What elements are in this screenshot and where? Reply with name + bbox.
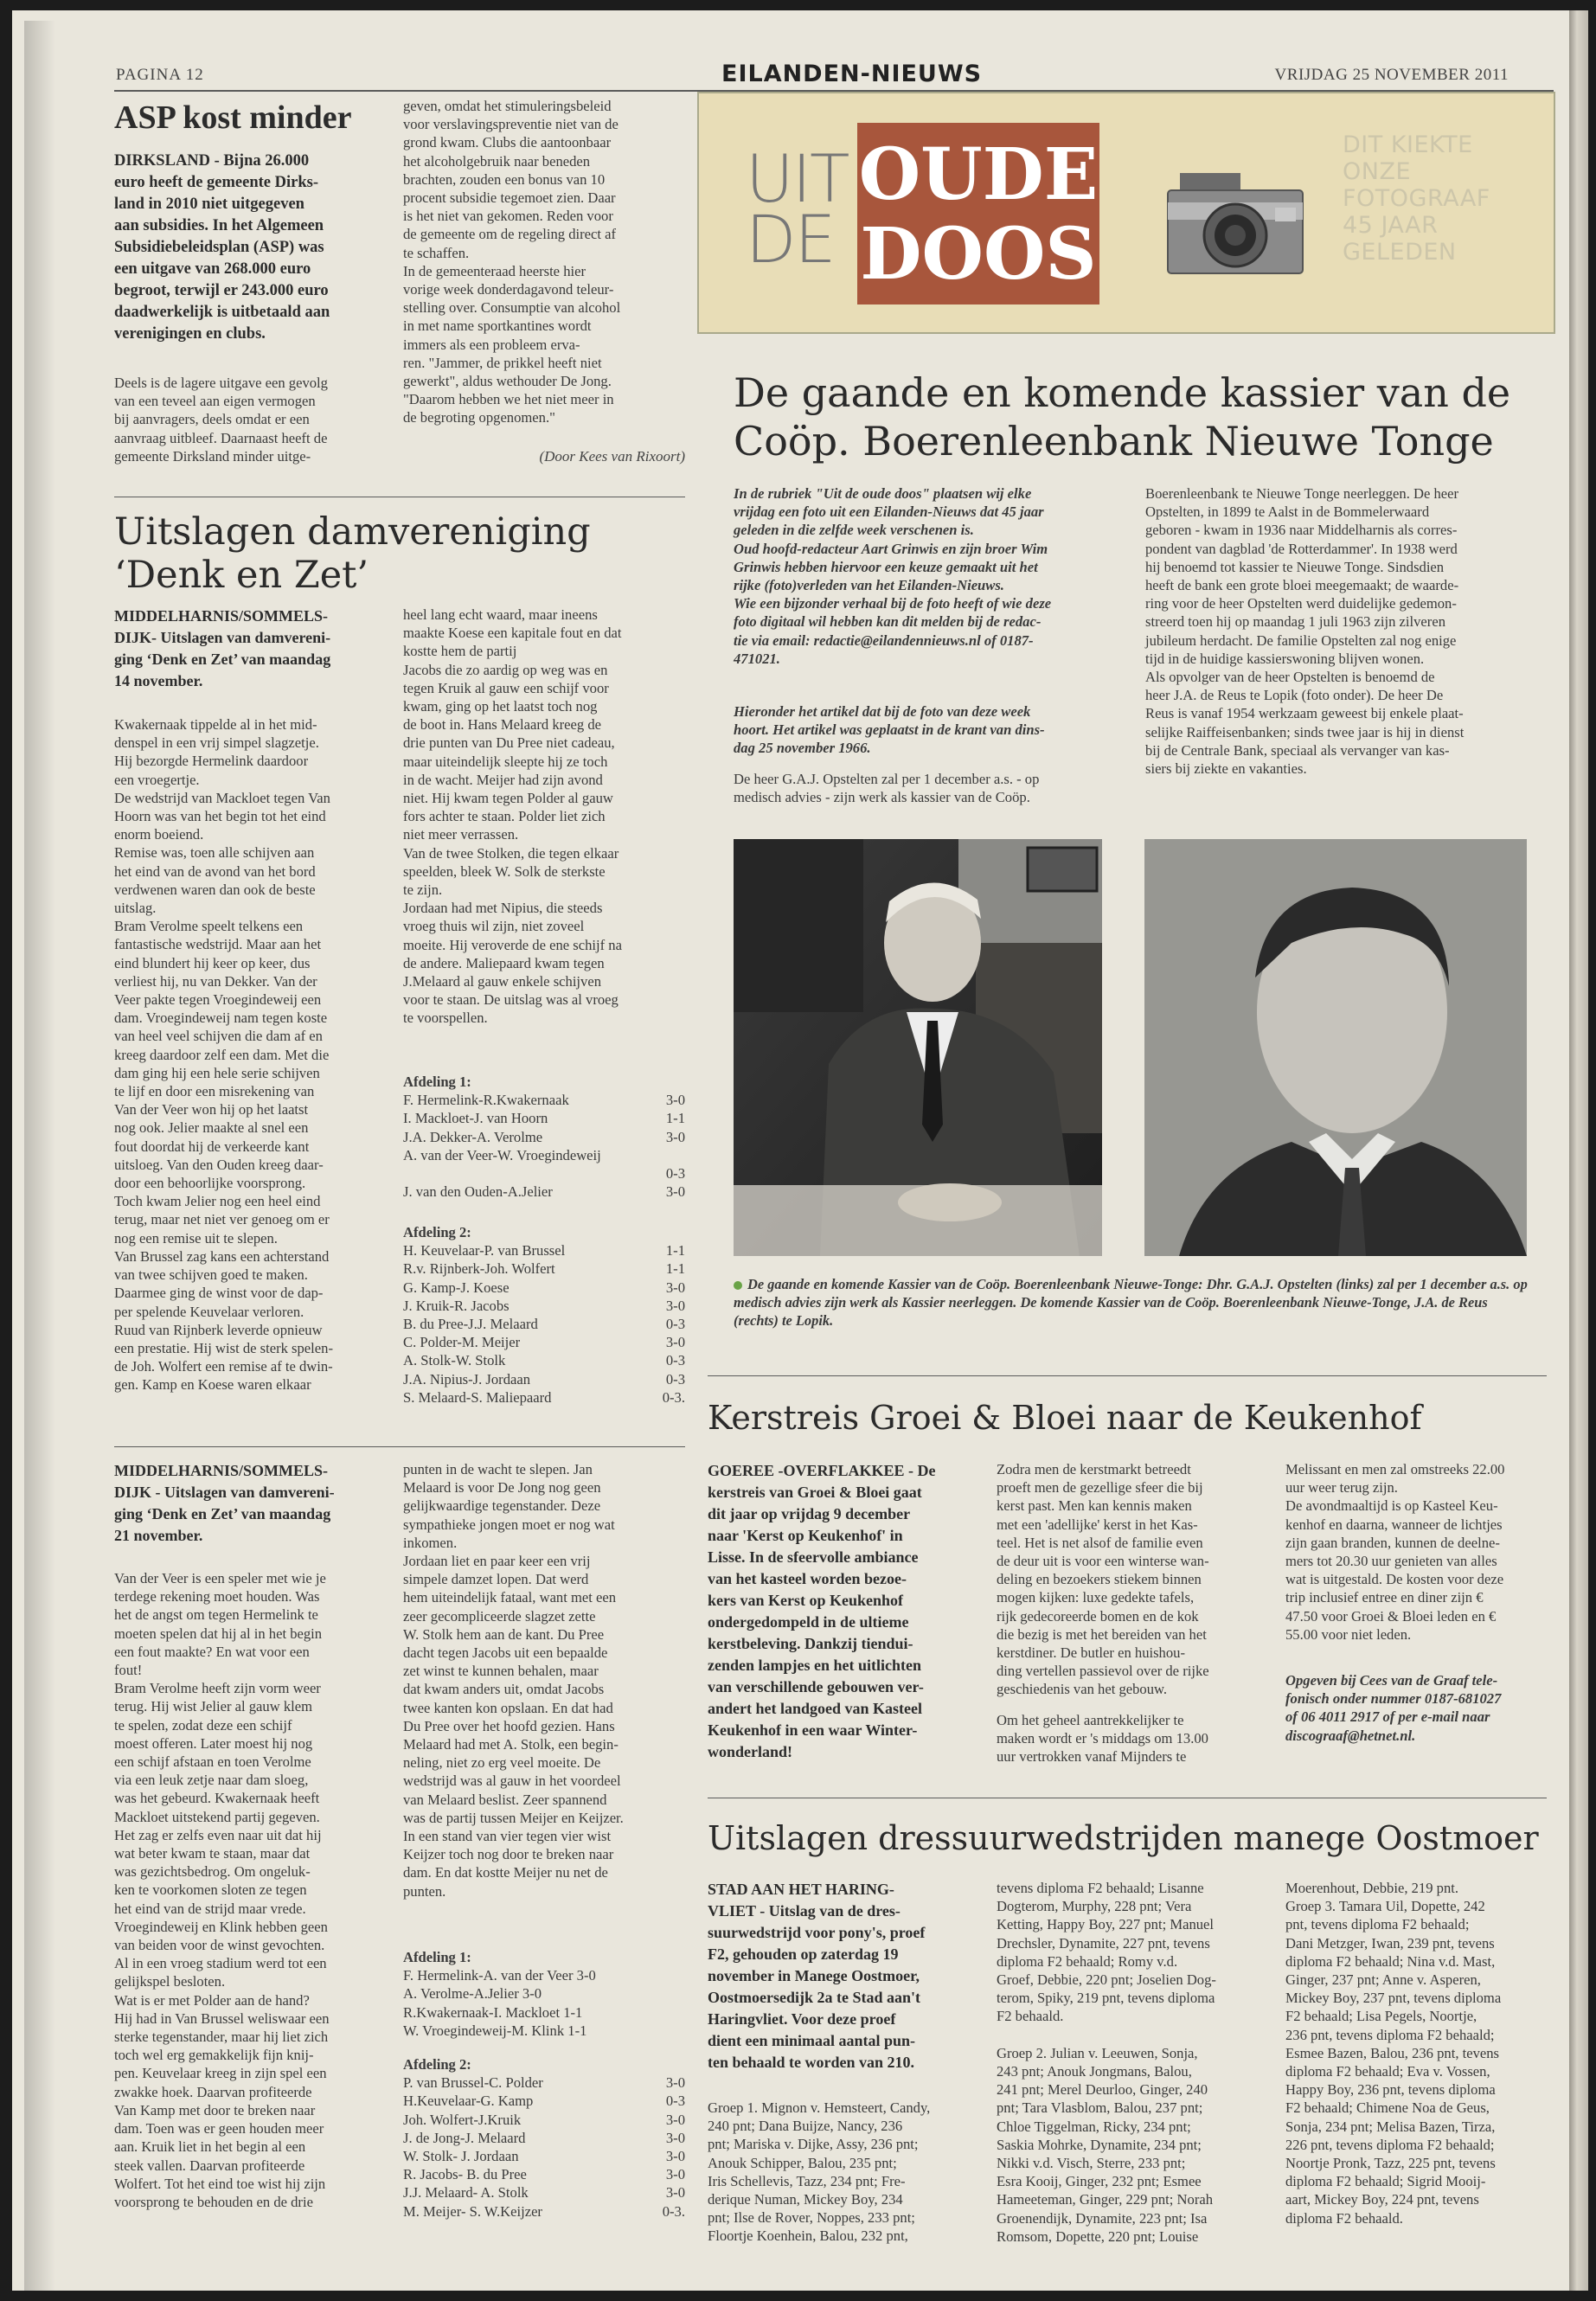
kerst-body-1: Zodra men de kerstmarkt betreedt proeft men de gezellige sfeer die bij kerst past. Men kan kennis maken met een 'adellijke' kerst in het Kas- teel. Het is net alsof de familie even de deur uit is voor een winterse wan- deling en bezoekers stiekem binnen mogen kijken: luxe gedekte tafels, rijk gedecoreerde bomen en de kok die bezig is met het bereiden van het kerstdiner. De butler en huishou- ding vertellen passievol over de rijke geschiedenis van het gebouw.: [997, 1461, 1209, 1698]
result-row: [403, 1315, 685, 1333]
result-line: A. Verolme-A.Jelier 3-0: [403, 1985, 542, 2003]
result-score: 3-0: [665, 1297, 685, 1314]
dam2-afd2-title: Afdeling 2:: [403, 2056, 471, 2073]
result-row: [403, 1109, 685, 1127]
banner-doos: DOOS: [860, 213, 1097, 296]
banner-tagline: DIT KIEKTE ONZE FOTOGRAAF 45 JAAR GELEDEN: [1343, 131, 1490, 266]
page-header: [12, 55, 1569, 90]
result-match: J. de Jong-J. Melaard: [403, 2129, 526, 2146]
result-score: 1-1: [665, 1242, 685, 1259]
dam1-lead: MIDDELHARNIS/SOMMELS- DIJK- Uitslagen van damvereni- ging ‘Denk en Zet’ van maandag 14 november.: [114, 607, 331, 689]
result-score: 3-0: [665, 1092, 685, 1109]
result-match: R. Jacobs- B. du Pree: [403, 2166, 527, 2183]
kerst-lead: GOEREE -OVERFLAKKEE - De kerstreis van Groei & Bloei gaat dit jaar op vrijdag 9 december naar 'Kerst op Keukenhof' in Lisse. In de sfeervolle ambiance van het kasteel worden bezoe- kers van Kerst op Keukenhof ondergedompeld in de ultieme kerstbeleving. Dankzij tiendui- zenden lampjes en het uitlichten van verschillende gebouwen ver- andert het landgoed van Kasteel Keukenhof in een waar Winter- wonderland!: [708, 1462, 936, 1760]
result-score: 3-0: [665, 2166, 685, 2183]
result-score: 3-0: [665, 2184, 685, 2202]
dam1-afdeling-1: [403, 1073, 685, 1201]
result-score: 0-3: [665, 2093, 685, 2110]
result-score: 3-0: [665, 1128, 685, 1145]
kerst-order: Opgeven bij Cees van de Graaf tele- fonisch onder nummer 0187-681027 of 06 4011 2917 of per e-mail naar discograaf@hetnet.nl.: [1285, 1672, 1502, 1744]
result-row: [403, 2129, 685, 2147]
result-match: C. Polder-M. Meijer: [403, 1334, 521, 1351]
banner-uit-de: [746, 140, 849, 278]
dam2-body-2: punten in de wacht te slepen. Jan Melaard is voor De Jong nog geen gelijkwaardige tegenstander. Deze sympathieke jongen moet er nog wat inkomen. Jordaan liet en paar keer een vrij simpele damzet lopen. Dat werd hem uiteindelijk fataal, want met een zeer gecompliceerde slagzet zette W. Stolk hem aan de kant. Du Pree dacht tegen Jacobs uit een bepaalde zet winst te kunnen behalen, maar dat kwam anders uit, omdat Jacobs twee kanten kon opslaan. En dat had Du Pree over het hoofd gezien. Hans Melaard had met A. Stolk, een begin- neling, niet zo erg veel moeite. De wedstrijd was al gauw in het voordeel van Melaard beslist. Zeer spannend was de partij tussen Meijer en Keijzer. In een stand van vier tegen vier wist Keijzer toch nog door te breken naar dam. En dat kostte Meijer nu net de punten.: [403, 1461, 624, 1900]
dressuur-lead: STAD AAN HET HARING- VLIET - Uitslag van de dres- suurwedstrijd voor pony's, proef F2, gehouden op zaterdag 19 november in Manege Oostmoer, Oostmoersedijk 2a te Stad aan't Haringvliet. Voor deze proef dient een minimaal aantal pun- ten behaald te worden van 210.: [708, 1881, 926, 2071]
result-row: [403, 1370, 685, 1388]
dressuur-title: Uitslagen dressuurwedstrijden manege Oostmoer: [708, 1819, 1539, 1857]
result-row: [403, 1091, 685, 1109]
kassier-body-1: De heer G.A.J. Opstelten zal per 1 december a.s. - op medisch advies - zijn werk als kassier van de Coöp.: [734, 771, 1040, 806]
dam1-afd2-table: [403, 1241, 685, 1407]
dressuur-col-3: Moerenhout, Debbie, 219 pnt. Groep 3. Tamara Uil, Dopette, 242 pnt, tevens diploma F2 behaald; Dani Metzger, Iwan, 239 pnt, tevens diploma F2 behaald; Nina v.d. Mast, Ginger, 237 pnt; Anne v. Asperen, Mickey Boy, 237 pnt, tevens diploma F2 behaald; Lisa Pegels, Noortje, 236 pnt, tevens diploma F2 behaald; Esmee Bazen, Balou, 236 pnt, tevens diploma F2 behaald; Eva v. Vossen, Happy Boy, 236 pnt, tevens diploma F2 behaald; Chimene Noa de Geus, Sonja, 234 pnt; Melisa Bazen, Tirza, 226 pnt, tevens diploma F2 behaald; Noortje Pronk, Tazz, 225 pnt, tevens diploma F2 behaald; Sigrid Mooij- aart, Mickey Boy, 224 pnt, tevens diploma F2 behaald.: [1285, 1880, 1502, 2227]
result-row: [403, 2111, 685, 2129]
result-match: F. Hermelink-R.Kwakernaak: [403, 1092, 569, 1109]
result-score: 3-0: [665, 2148, 685, 2165]
newspaper-page: [12, 10, 1569, 2291]
result-line: W. Vroegindeweij-M. Klink 1-1: [403, 2022, 587, 2039]
result-match: R.v. Rijnberk-Joh. Wolfert: [403, 1260, 555, 1278]
result-score: 3-0: [665, 1334, 685, 1351]
result-row: [403, 1146, 685, 1164]
result-match: J. Kruik-R. Jacobs: [403, 1297, 510, 1314]
result-row: [403, 1351, 685, 1369]
result-row: [403, 2073, 685, 2092]
result-match: J.J. Melaard- A. Stolk: [403, 2184, 529, 2202]
result-row: [403, 1259, 685, 1278]
dam2-afd1-title: Afdeling 1:: [403, 1949, 471, 1965]
result-row: [403, 1128, 685, 1146]
dam1-afd2-title: Afdeling 2:: [403, 1224, 471, 1240]
dam2-afdeling-1: [403, 1948, 685, 2040]
result-score: 0-3: [665, 1352, 685, 1369]
dam1-body-2: heel lang echt waard, maar ineens maakte Koese een kapitale fout en dat kostte hem de partij Jacobs die zo aardig op weg was en tegen Kruik al gauw een schijf voor kwam, ging op het laatst toch nog de boot in. Hans Melaard kreeg de drie punten van Du Pree niet cadeau, maar uiteindelijk sleepte hij ze toch in de wacht. Meijer had zijn avond niet. Hij kwam tegen Polder al gauw fors achter te staan. Polder liet zich niet meer verrassen. Van de twee Stolken, die tegen elkaar speelden, bleek W. Solk de sterkste te zijn. Jordaan had met Nipius, die steeds vroeg thuis wil zijn, niet zoveel moeite. Hij veroverde de ene schijf na de andere. Maliepaard kwam tegen J.Melaard al gauw enkele schijven voor te staan. De uitslag was al vroeg te voorspellen.: [403, 606, 622, 1027]
result-score: 1-1: [665, 1260, 685, 1278]
kassier-bottom-rule: [708, 1375, 1547, 1376]
result-match: A. van der Veer-W. Vroegindeweij: [403, 1146, 601, 1163]
result-row: [403, 2183, 685, 2202]
result-score: 0-3: [665, 1316, 685, 1333]
result-match: P. van Brussel-C. Polder: [403, 2074, 543, 2092]
result-match: [403, 1164, 660, 1183]
kassier-intro-2: Hieronder het artikel dat bij de foto van deze week hoort. Het artikel was geplaatst in de krant van dins- dag 25 november 1966.: [734, 703, 1045, 757]
result-line: F. Hermelink-A. van der Veer 3-0: [403, 1967, 596, 1984]
result-row: [403, 1279, 685, 1297]
page-number: PAGINA 12: [116, 66, 204, 84]
result-row: [403, 2165, 685, 2183]
result-match: A. Stolk-W. Stolk: [403, 1352, 506, 1369]
result-score: 3-0: [665, 1183, 685, 1201]
dam1-afd1-table: [403, 1091, 685, 1201]
result-line: R.Kwakernaak-I. Mackloet 1-1: [403, 2003, 583, 2021]
dam1-afdeling-2: [403, 1223, 685, 1407]
result-row: [403, 1333, 685, 1351]
issue-date: VRIJDAG 25 NOVEMBER 2011: [1274, 66, 1509, 84]
result-match: I. Mackloet-J. van Hoorn: [403, 1110, 548, 1127]
result-match: G. Kamp-J. Koese: [403, 1279, 510, 1296]
result-row: [403, 1183, 685, 1201]
asp-credit: (Door Kees van Rixoort): [539, 448, 685, 465]
dressuur-col-1: Groep 1. Mignon v. Hemsteert, Candy, 240 pnt; Dana Buijze, Nancy, 236 pnt; Mariska v. Dijke, Assy, 236 pnt; Anouk Schipper, Balou, 235 pnt; Iris Schellevis, Tazz, 234 pnt; Fre- derique Numan, Mickey Boy, 234 pnt; Ilse de Rover, Noppes, 233 pnt; Floortje Koenhein, Balou, 232 pnt,: [708, 2099, 931, 2245]
result-score: 1-1: [665, 1110, 685, 1127]
result-score: 3-0: [665, 2129, 685, 2146]
result-row: [403, 2147, 685, 2165]
kerst-body-2: Melissant en men zal omstreeks 22.00 uur weer terug zijn. De avondmaaltijd is op Kasteel Keu- kenhof en daarna, wanneer de lichtjes zijn gaan branden, kunnen de deelne- mers tot 20.30 uur genieten van alles wat is uitgestald. De kosten voor deze trip inclusief entree en diner zijn € 47.50 voor Groei & Bloei leden en € 55.00 voor niet leden.: [1285, 1461, 1505, 1643]
dam1-body-1: Kwakernaak tippelde al in het mid- denspel in een vrij simpel slagzetje. Hij bezorgde Hermelink daardoor een vroegertje. De wedstrijd van Mackloet tegen Van Hoorn was van het begin tot het eind enorm boeiend. Remise was, toen alle schijven aan het eind van de avond van het bord verdwenen waren dan ook de beste uitslag. Bram Verolme speelt telkens een fantastische wedstrijd. Maar aan het eind blundert hij keer op keer, dus verliest hij, nu van Dekker. Van der Veer pakte tegen Vroegindeweij een dam. Vroegindeweij nam tegen koste van heel veel schijven die dam af en kreeg daardoor zelf een dam. Met die dam ging hij een hele serie schijven te lijf en door een misrekening van Van der Veer won hij op het laatst nog ook. Jelier maakte al snel een fout doordat hij de verkeerde kant uitsloeg. Van den Ouden kreeg daar- door een behoorlijke voorsprong. Toch kwam Jelier nog een heel eind terug, maar net niet ver genoeg om er nog een remise uit te slepen. Van Brussel zag kans een achterstand van twee schijven goed te maken. Daarmee ging de winst voor de dap- per spelende Keuvelaar verloren. Ruud van Rijnberk leverde opnieuw een prestatie. Hij wist de sterk spelen- de Joh. Wolfert een remise af te dwin- gen. Kamp en Koese waren elkaar: [114, 716, 333, 1394]
kassier-intro: In de rubriek "Uit de oude doos" plaatsen wij elke vrijdag een foto uit een Eilanden-Nieuws dat 45 jaar geleden in die zelfde week verschenen is. Oud hoofd-redacteur Aart Grinwis en zijn broer Wim Grinwis hebben hiervoor een keuze gemaakt uit het rijke (foto)verleden van het Eilanden-Nieuws. Wie een bijzonder verhaal bij de foto heeft of wie deze foto digitaal wil hebben kan dit melden bij de redac- tie via email: redactie@eilandennieuws.nl of 0187- 471021.: [734, 485, 1052, 667]
result-score: 0-3: [665, 1165, 685, 1183]
camera-icon: [1163, 164, 1308, 285]
dam2-afd1-list: [403, 1966, 685, 2040]
kassier-caption-text: De gaande en komende Kassier van de Coöp. Boerenleenbank Nieuwe-Tonge: Dhr. G.A.J. Opstelten (links) zal per 1 december a.s. op medisch advies zijn werk als Kassier neerleggen. De komende Kassier van de Coöp. Boerenleenbank Nieuwe-Tonge, J.A. de Reus (rechts) te Lopik.: [734, 1276, 1528, 1330]
asp-lead: DIRKSLAND - Bijna 26.000 euro heeft de gemeente Dirks- land in 2010 niet uitgegeven aan subsidies. In het Algemeen Subsidiebeleidsplan (ASP) was een uitgave van 268.000 euro begroot, terwijl er 243.000 euro daadwerkelijk is uitbetaald aan verenigingen en clubs.: [114, 152, 330, 343]
banner-uit: UIT: [746, 140, 849, 217]
result-row: [403, 1241, 685, 1259]
caption-bullet-icon: [734, 1281, 742, 1290]
result-match: J.A. Nipius-J. Jordaan: [403, 1370, 531, 1388]
result-match: W. Stolk- J. Jordaan: [403, 2148, 519, 2165]
result-score: 3-0: [665, 1279, 685, 1296]
result-score: 0-3.: [662, 2202, 685, 2220]
dam2-lead: MIDDELHARNIS/SOMMELS- DIJK - Uitslagen van damvereni- ging ‘Denk en Zet’ van maandag 21 november.: [114, 1462, 335, 1544]
masthead: EILANDEN-NIEUWS: [721, 61, 983, 87]
dam1-title: Uitslagen damvereniging ‘Denk en Zet’: [114, 510, 591, 597]
kassier-caption: [734, 1275, 1529, 1330]
result-match: M. Meijer- S. W.Keijzer: [403, 2202, 542, 2220]
asp-body-1: Deels is de lagere uitgave een gevolg van een teveel aan eigen vermogen bij aanvragers, deels omdat er een aanvraag uitbleef. Daarnaast heeft de gemeente Dirksland minder uitge-: [114, 375, 328, 465]
dressuur-col-2: tevens diploma F2 behaald; Lisanne Dogterom, Murphy, 228 pnt; Vera Ketting, Happy Boy, 227 pnt; Manuel Drechsler, Dynamite, 227 pnt, tevens diploma F2 behaald; Romy v.d. Groef, Debbie, 220 pnt; Joselien Dog- terom, Spiky, 219 pnt, tevens diploma F2 behaald. Groep 2. Julian v. Leeuwen, Sonja, 243 pnt; Anouk Jongmans, Balou, 241 pnt; Merel Deurloo, Ginger, 240 pnt; Tara Vlasblom, Balou, 237 pnt; Chloe Tiggelman, Ricky, 234 pnt; Saskia Mohrke, Dynamite, 234 pnt; Nikki v.d. Visch, Sterre, 233 pnt; Esra Kooij, Ginger, 232 pnt; Esmee Hameeteman, Ginger, 229 pnt; Norah Groenendijk, Dynamite, 223 pnt; Isa Romsom, Dopette, 220 pnt; Louise: [997, 1880, 1216, 2245]
result-score: 3-0: [665, 2074, 685, 2092]
result-match: Joh. Wolfert-J.Kruik: [403, 2111, 522, 2128]
page-edge-right: [1569, 10, 1588, 2291]
kerst-title: Kerstreis Groei & Bloei naar de Keukenhof: [708, 1399, 1422, 1437]
dam2-afdeling-2: [403, 2055, 685, 2221]
result-row: [403, 1297, 685, 1315]
banner-oude-doos: [857, 123, 1099, 304]
result-match: J. van den Ouden-A.Jelier: [403, 1183, 553, 1201]
kassier-title: De gaande en komende kassier van de Coöp. Boerenleenbank Nieuwe Tonge: [734, 369, 1511, 465]
result-match: B. du Pree-J.J. Melaard: [403, 1316, 538, 1333]
kerst-body-1b: Om het geheel aantrekkelijker te maken wordt er 's middags om 13.00 uur vertrokken vanaf Mijnders te: [997, 1712, 1208, 1766]
result-row: [403, 1388, 685, 1407]
kassier-body-2: Boerenleenbank te Nieuwe Tonge neerleggen. De heer Opstelten, in 1899 te Aalst in de Bommelerwaard geboren - kwam in 1936 naar Middelharnis als corres- pondent van dagblad 'de Rotterdammer'. In 1938 werd hij benoemd tot kassier te Nieuwe Tonge. Sindsdien heeft de bank een grote bloei meegemaakt; de waarde- ring voor de heer Opstelten werd duidelijke gedemon- streerd toen hij op maandag 1 juli 1963 zijn zilveren jubileum herdacht. De familie Opstelten zal nog enige tijd in de huidige kassierswoning blijven wonen. Als opvolger van de heer Opstelten is benoemd de heer J.A. de Reus te Lopik (foto onder). De heer De Reus is vanaf 1954 werkzaam geweest bij enkele plaat- selijke Raiffeisenbanken; sinds twee jaar is hij in dienst bij de Centrale Bank, speciaal als vervanger van kas- siers bij ziekte en vakanties.: [1145, 485, 1465, 778]
result-row: [403, 2092, 685, 2110]
result-score: 0-3.: [662, 1388, 685, 1406]
result-match: H. Keuvelaar-P. van Brussel: [403, 1242, 566, 1259]
result-row: [403, 1164, 685, 1183]
photo-opstelten: [734, 839, 1102, 1256]
result-match: J.A. Dekker-A. Verolme: [403, 1128, 543, 1145]
result-score: 0-3: [665, 1370, 685, 1388]
asp-body-2: geven, omdat het stimuleringsbeleid voor verslavingspreventie niet van de grond kwam. Clubs die aantoonbaar het alcoholgebruik naar beneden brachten, zouden een bonus van 10 procent subsidie tegemoet zien. Daar is het niet van gekomen. Reden voor de gemeente om de regeling direct af te schaffen. In de gemeenteraad heerste hier vorige week donderdagavond teleur- stelling over. Consumptie van alcohol in met name sportkantines wordt immers als een probleem erva- ren. "Jammer, de prikkel heeft niet gewerkt", aldus wethouder De Jong. "Daarom hebben we het niet meer in de begroting opgenomen.": [403, 98, 621, 426]
dam1-afd1-title: Afdeling 1:: [403, 1074, 471, 1090]
result-match: H.Keuvelaar-G. Kamp: [403, 2093, 534, 2110]
banner-oude: OUDE: [858, 133, 1099, 216]
result-score: 3-0: [665, 2111, 685, 2128]
result-match: S. Melaard-S. Maliepaard: [403, 1388, 552, 1406]
dam1-bottom-rule: [114, 1446, 685, 1447]
banner-de: DE: [746, 201, 835, 278]
dam2-afd2-table: [403, 2073, 685, 2221]
photo-de-reus: [1144, 839, 1527, 1256]
dam2-body-1: Van der Veer is een speler met wie je terdege rekening moet houden. Was het de angst om tegen Hermelink te moeten spelen dat hij al in het begin een fout maakte? En wat voor een fout! Bram Verolme heeft zijn vorm weer terug. Hij wist Jelier al gauw klem te spelen, zodat deze een schijf moest offeren. Later moest hij nog een schijf afstaan en toen Verolme via een leuk zetje naar dam sloeg, was het gebeurd. Kwakernaak heeft Mackloet uitstekend partij gegeven. Het zag er zelfs even naar uit dat hij wat beter kwam te staan, maar dat was gezichtsbedrog. Om ongeluk- ken te voorkomen sloten ze tegen het eind van de strijd maar vrede. Vroegindeweij en Klink hebben geen van beiden voor de winst gevochten. Al in een vroeg stadium werd tot een gelijkspel besloten. Wat is er met Polder aan de hand? Hij had in Van Brussel weliswaar een sterke tegenstander, maar hij liet zich toch wel erg gemakkelijk fijn knij- pen. Keuvelaar kreeg in zijn spel een zwakke hoek. Daarvan profiteerde Van Kamp met door te breken naar dam. Toen was er geen houden meer aan. Kruik liet in het begin al een steek vallen. Daarvan profiteerde Wolfert. Tot het eind toe wist hij zijn voorsprong te behouden en de drie: [114, 1570, 330, 2210]
page-fold-shadow: [24, 21, 55, 2291]
asp-title: ASP kost minder: [114, 99, 352, 136]
result-score: [660, 1146, 685, 1164]
result-row: [403, 2202, 685, 2221]
